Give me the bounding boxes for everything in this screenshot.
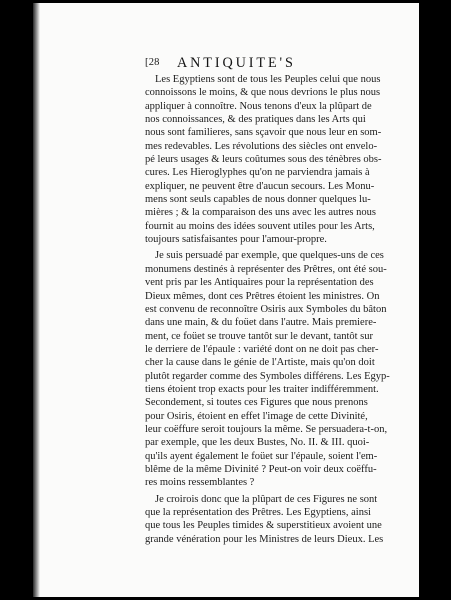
text-line: toujours satisfaisantes pour l'amour-propre.: [145, 234, 327, 246]
text-line: que tous les Peuples timides & superstitieux avoient une: [145, 520, 382, 532]
text-line: nos connoissances, & des pratiques dans les Arts qui: [145, 114, 366, 126]
text-line: que la représentation des Prêtres. Les Egyptiens, ainsi: [145, 507, 371, 518]
text-line: pour Osiris, étoient en effet l'image de cette Divinité,: [145, 410, 368, 422]
paragraph: [145, 493, 407, 546]
text-line: connoissons le moins, & que nous devrions le plus nous: [145, 87, 381, 99]
text-line: vent pris par les Antiquaires pour la représentation des: [145, 277, 374, 289]
text-line: blême de la même Divinité ? Peut-on voir deux coëffu-: [145, 463, 377, 475]
text-line: Dieux mêmes, dont ces Prêtres étoient les ministres. On: [145, 290, 380, 302]
text-line: expliquer, ne peuvent être d'aucun secours. Les Monu-: [145, 180, 375, 192]
book-page: [33, 3, 419, 597]
text-line: Je croirois donc que la plûpart de ces Figures ne sont: [155, 493, 378, 505]
text-line: cher la cause dans le génie de l'Artiste, mais qu'on doit: [145, 357, 375, 369]
text-line: tiens étoient trop exacts pour les traiter indifféremment.: [145, 383, 379, 395]
text-line: mes redevables. Les révolutions des siècles ont envelo-: [145, 140, 378, 152]
text-line: leur coëffure seroit toujours la même. Se persuadera-t-on,: [145, 423, 388, 435]
text-line: nous sont familieres, sans sçavoir que nous leur en som-: [145, 127, 382, 139]
text-line: appliquer à connoître. Nous tenons d'eux la plûpart de: [145, 100, 372, 112]
paragraph: [145, 249, 407, 489]
text-line: mens sont seuls capables de nous donner quelques lu-: [145, 194, 371, 206]
text-line: est convenu de reconnoître Osiris aux Symboles du bâton: [145, 303, 387, 315]
text-line: par exemple, que les deux Bustes, No. II. & III. quoi-: [145, 437, 370, 449]
paragraph: [145, 73, 407, 246]
body-text: [145, 73, 407, 546]
page-number: [28: [145, 57, 160, 68]
running-title: ANTIQUITE'S: [177, 55, 296, 71]
text-line: Secondement, si toutes ces Figures que nous prenons: [145, 397, 368, 409]
text-line: monumens destinés à représenter des Prêtres, ont été sou-: [145, 263, 387, 275]
binding-gutter-shadow: [33, 3, 40, 597]
text-line: fournit au moins des idées souvent utiles pour les Arts,: [145, 220, 375, 232]
text-line: Les Egyptiens sont de tous les Peuples celui que nous: [155, 74, 381, 85]
text-line: cures. Les Hieroglyphes qu'on ne parviendra jamais à: [145, 167, 370, 179]
page-header: [145, 55, 407, 73]
text-line: Je suis persuadé par exemple, que quelques-uns de ces: [155, 250, 384, 262]
text-line: ment, ce foüet se trouve tantôt sur le devant, tantôt sur: [145, 330, 374, 342]
text-line: le derriere de l'épaule : variété dont on ne doit pas cher-: [145, 343, 379, 355]
text-line: pé leurs usages & leurs coûtumes sous des ténèbres obs-: [145, 154, 382, 166]
text-line: dans une main, & du foüet dans l'autre. Mais premiere-: [145, 317, 377, 329]
text-line: res moins ressemblantes ?: [145, 477, 255, 489]
text-line: qu'ils ayent également le foüet sur l'épaule, soient l'em-: [145, 450, 378, 462]
text-line: grande vénération pour les Ministres de leurs Dieux. Les: [145, 533, 384, 545]
text-line: plutôt regarder comme des Symboles différens. Les Egyp-: [145, 370, 390, 382]
text-line: mières ; & la comparaison des uns avec les autres nous: [145, 207, 376, 219]
